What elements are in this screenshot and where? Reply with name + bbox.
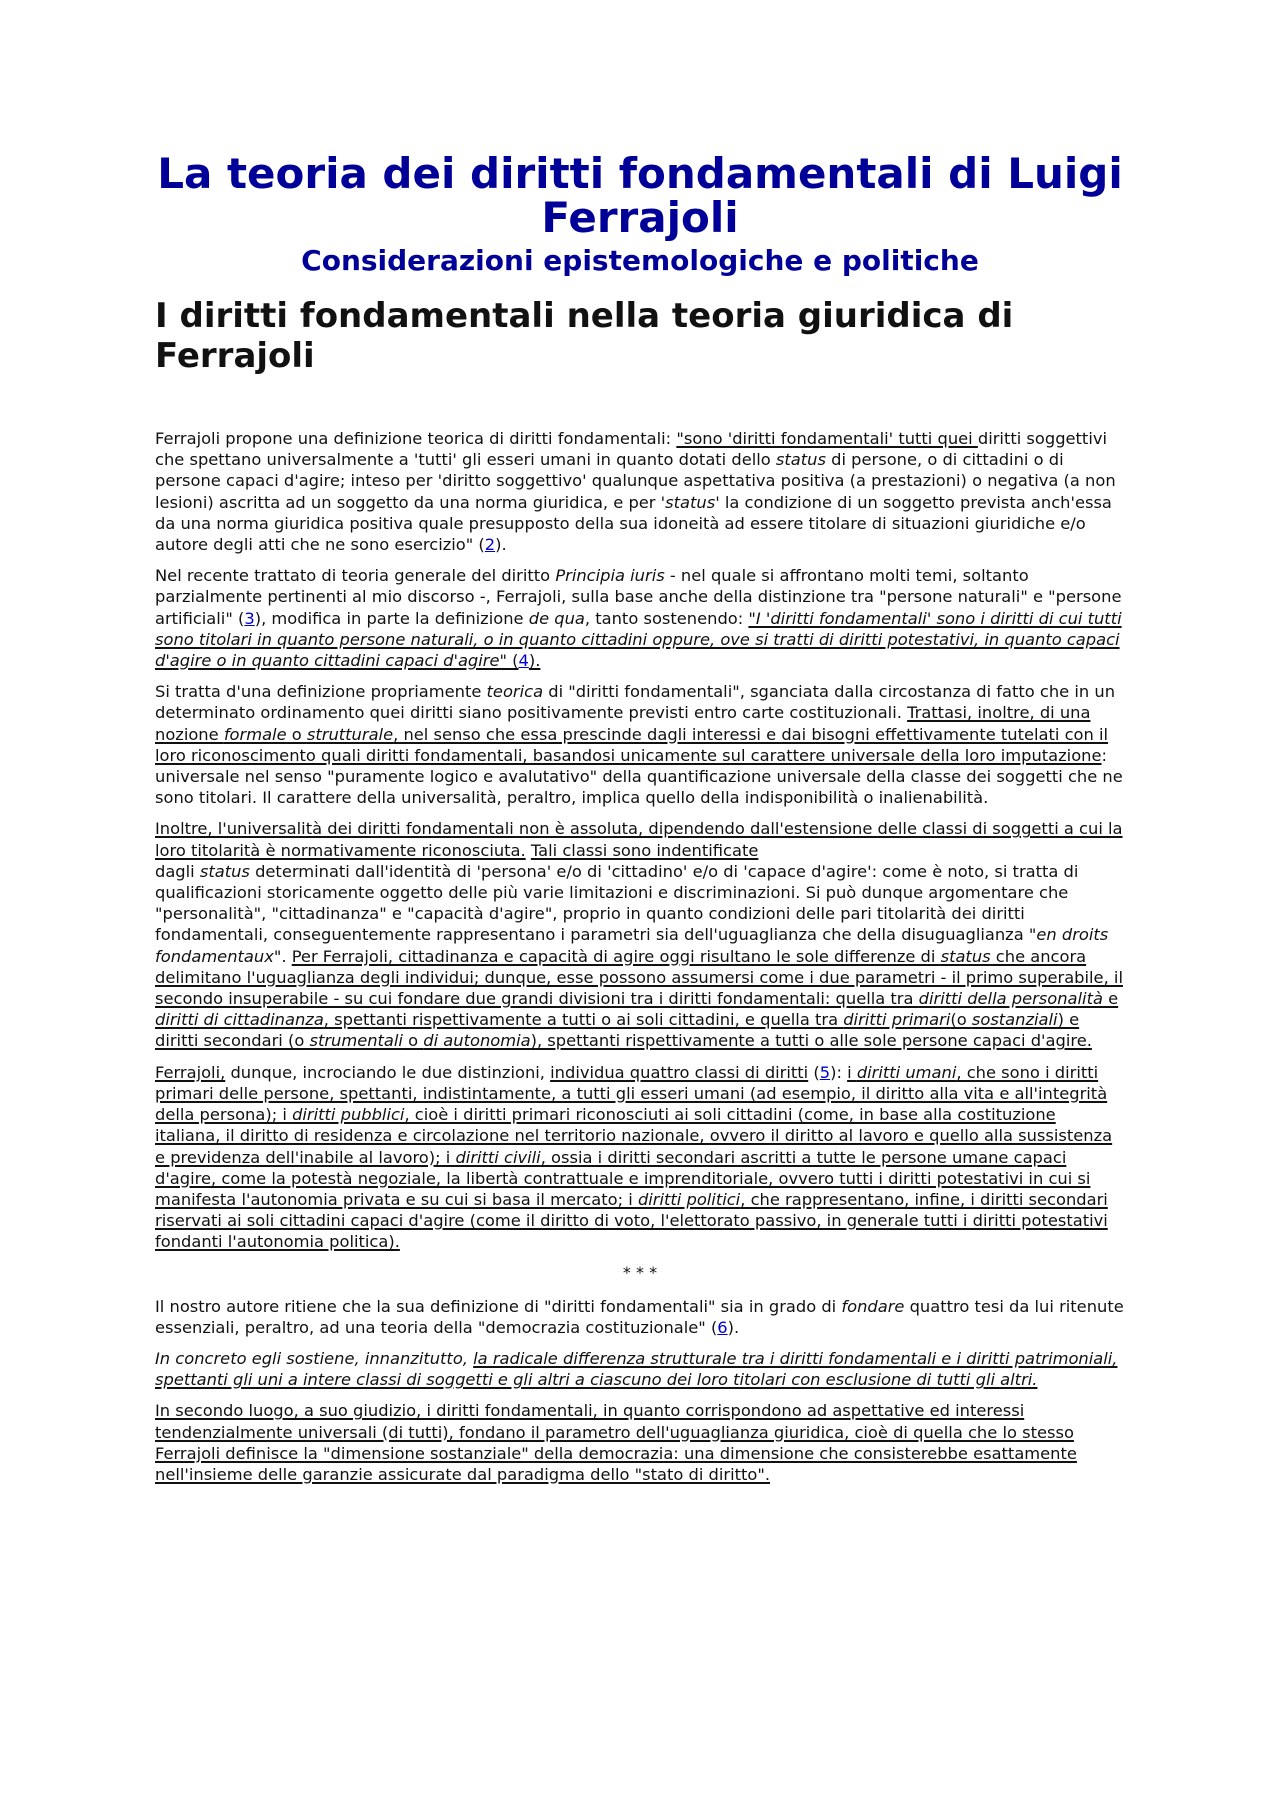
paragraph-7: In concreto egli sostiene, innanzitutto, la radicale differenza strutturale tra i diritti fondamentali e i diritti patrimoniali, spettanti gli uni a intere classi di soggetti e gli altri a ciascuno dei loro titolari con esclusione di tutti gli altri.: [155, 1348, 1118, 1390]
footnote-link[interactable]: 4: [518, 651, 529, 671]
footnote-link[interactable]: 5: [819, 1062, 831, 1082]
footnote-link[interactable]: 6: [717, 1317, 728, 1337]
paragraph-2: Nel recente trattato di teoria generale del diritto Principia iuris - nel quale si affrontano molti temi, soltanto parzialmente pertinenti al mio discorso -, Ferrajoli, sulla base anche della distinzione tra "persone naturali" e "persone artificiali" (3), modifica in parte la definizione de qua, tanto sostenendo: "I 'diritti fondamentali' sono i diritti di cui tutti sono titolari in quanto persone naturali, o in quanto cittadini oppure, ove si tratti di diritti potestativi, in quanto capaci d'agire o in quanto cittadini capaci d'agire" (4).: [155, 566, 1122, 671]
page-title: La teoria dei diritti fondamentali di Luigi Ferrajoli: [157, 149, 1123, 242]
paragraph-6: Il nostro autore ritiene che la sua definizione di "diritti fondamentali" sia in grado di fondare quattro tesi da lui ritenute essenziali, peraltro, ad una teoria della "democrazia costituzionale" (6).: [155, 1296, 1124, 1337]
document-body: [155, 428, 1125, 1485]
paragraph-1: Ferrajoli propone una definizione teorica di diritti fondamentali: "sono 'diritti fondamentali' tutti quei diritti soggettivi che spettano universalmente a 'tutti' gli esseri umani in quanto dotati dello status di persone, o di cittadini o di persone capaci d'agire; inteso per 'diritto soggettivo' qualunque aspettativa positiva (a prestazioni) o negativa (a non lesioni) ascritta ad un soggetto da una norma giuridica, e per 'status' la condizione di un soggetto prevista anch'essa da una norma giuridica positiva quale presupposto della sua idoneità ad essere titolare di situazioni giuridiche e/o autore degli atti che ne sono esercizio" (2).: [155, 429, 1116, 555]
document-page: [155, 149, 1125, 1495]
section-separator: * * *: [622, 1262, 658, 1282]
page-subtitle: Considerazioni epistemologiche e politiche: [301, 244, 979, 277]
paragraph-4: Inoltre, l'universalità dei diritti fondamentali non è assoluta, dipendendo dall'estensione delle classi di soggetti a cui la loro titolarità è normativamente riconosciuta. Tali classi sono indentificate dagli status determinati dall'identità di 'persona' e/o di 'cittadino' e/o di 'capace d'agire': come è noto, si tratta di qualificazioni storicamente oggetto delle più varie limitazioni e discriminazioni. Si può dunque argomentare che "personalità", "cittadinanza" e "capacità d'agire", proprio in quanto condizioni delle pari titolarità dei diritti fondamentali, conseguentemente rappresentano i parametri sia dell'uguaglianza che della disuguaglianza "en droits fondamentaux". Per Ferrajoli, cittadinanza e capacità di agire oggi risultano le sole differenze di status che ancora delimitano l'uguaglianza degli individui; dunque, esse possono assumersi come i due parametri - il primo superabile, il secondo insuperabile - su cui fondare due grandi divisioni tra i diritti fondamentali: quella tra diritti della personalità e diritti di cittadinanza, spettanti rispettivamente a tutti o ai soli cittadini, e quella tra diritti primari(o sostanziali) e diritti secondari (o strumentali o di autonomia), spettanti rispettivamente a tutti o alle sole persone capaci d'agire.: [155, 819, 1123, 1051]
paragraph-5: Ferrajoli, dunque, incrociando le due distinzioni, individua quattro classi di diritti (5): i diritti umani, che sono i diritti primari delle persone, spettanti, indistintamente, a tutti gli esseri umani (ad esempio, il diritto alla vita e all'integrità della persona); i diritti pubblici, cioè i diritti primari riconosciuti ai soli cittadini (come, in base alla costituzione italiana, il diritto di residenza e circolazione nel territorio nazionale, ovvero il diritto al lavoro e quello alla sussistenza e previdenza dell'inabile al lavoro); i diritti civili, ossia i diritti secondari ascritti a tutte le persone umane capaci d'agire, come la potestà negoziale, la libertà contrattuale e imprenditoriale, ovvero tutti i diritti potestativi in cui si manifesta l'autonomia privata e su cui si basa il mercato; i diritti politici, che rappresentano, infine, i diritti secondari riservati ai soli cittadini capaci d'agire (come il diritto di voto, l'elettorato passivo, in generale tutti i diritti potestativi fondanti l'autonomia politica).: [155, 1062, 1113, 1252]
footnote-link[interactable]: 2: [484, 535, 496, 555]
paragraph-8: In secondo luogo, a suo giudizio, i diritti fondamentali, in quanto corrispondono ad aspettative ed interessi tendenzialmente universali (di tutti), fondano il parametro dell'uguaglianza giuridica, cioè di quella che lo stesso Ferrajoli definisce la "dimensione sostanziale" della democrazia: una dimensione che consisterebbe esattamente nell'insieme delle garanzie assicurate dal paradigma dello "stato di diritto".: [155, 1401, 1077, 1484]
paragraph-3: Si tratta d'una definizione propriamente teorica di "diritti fondamentali", sganciata dalla circostanza di fatto che in un determinato ordinamento quei diritti siano positivamente previsti entro carte costituzionali. Trattasi, inoltre, di una nozione formale o strutturale, nel senso che essa prescinde dagli interessi e dai bisogni effettivamente tutelati con il loro riconoscimento quali diritti fondamentali, basandosi unicamente sul carattere universale della loro imputazione: universale nel senso "puramente logico e avalutativo" della quantificazione universale della classe dei soggetti che ne sono titolari. Il carattere della universalità, peraltro, implica quello della indisponibilità o inalienabilità.: [155, 682, 1123, 808]
footnote-link[interactable]: 3: [244, 608, 255, 628]
section-heading: I diritti fondamentali nella teoria giuridica di Ferrajoli: [155, 296, 1014, 376]
